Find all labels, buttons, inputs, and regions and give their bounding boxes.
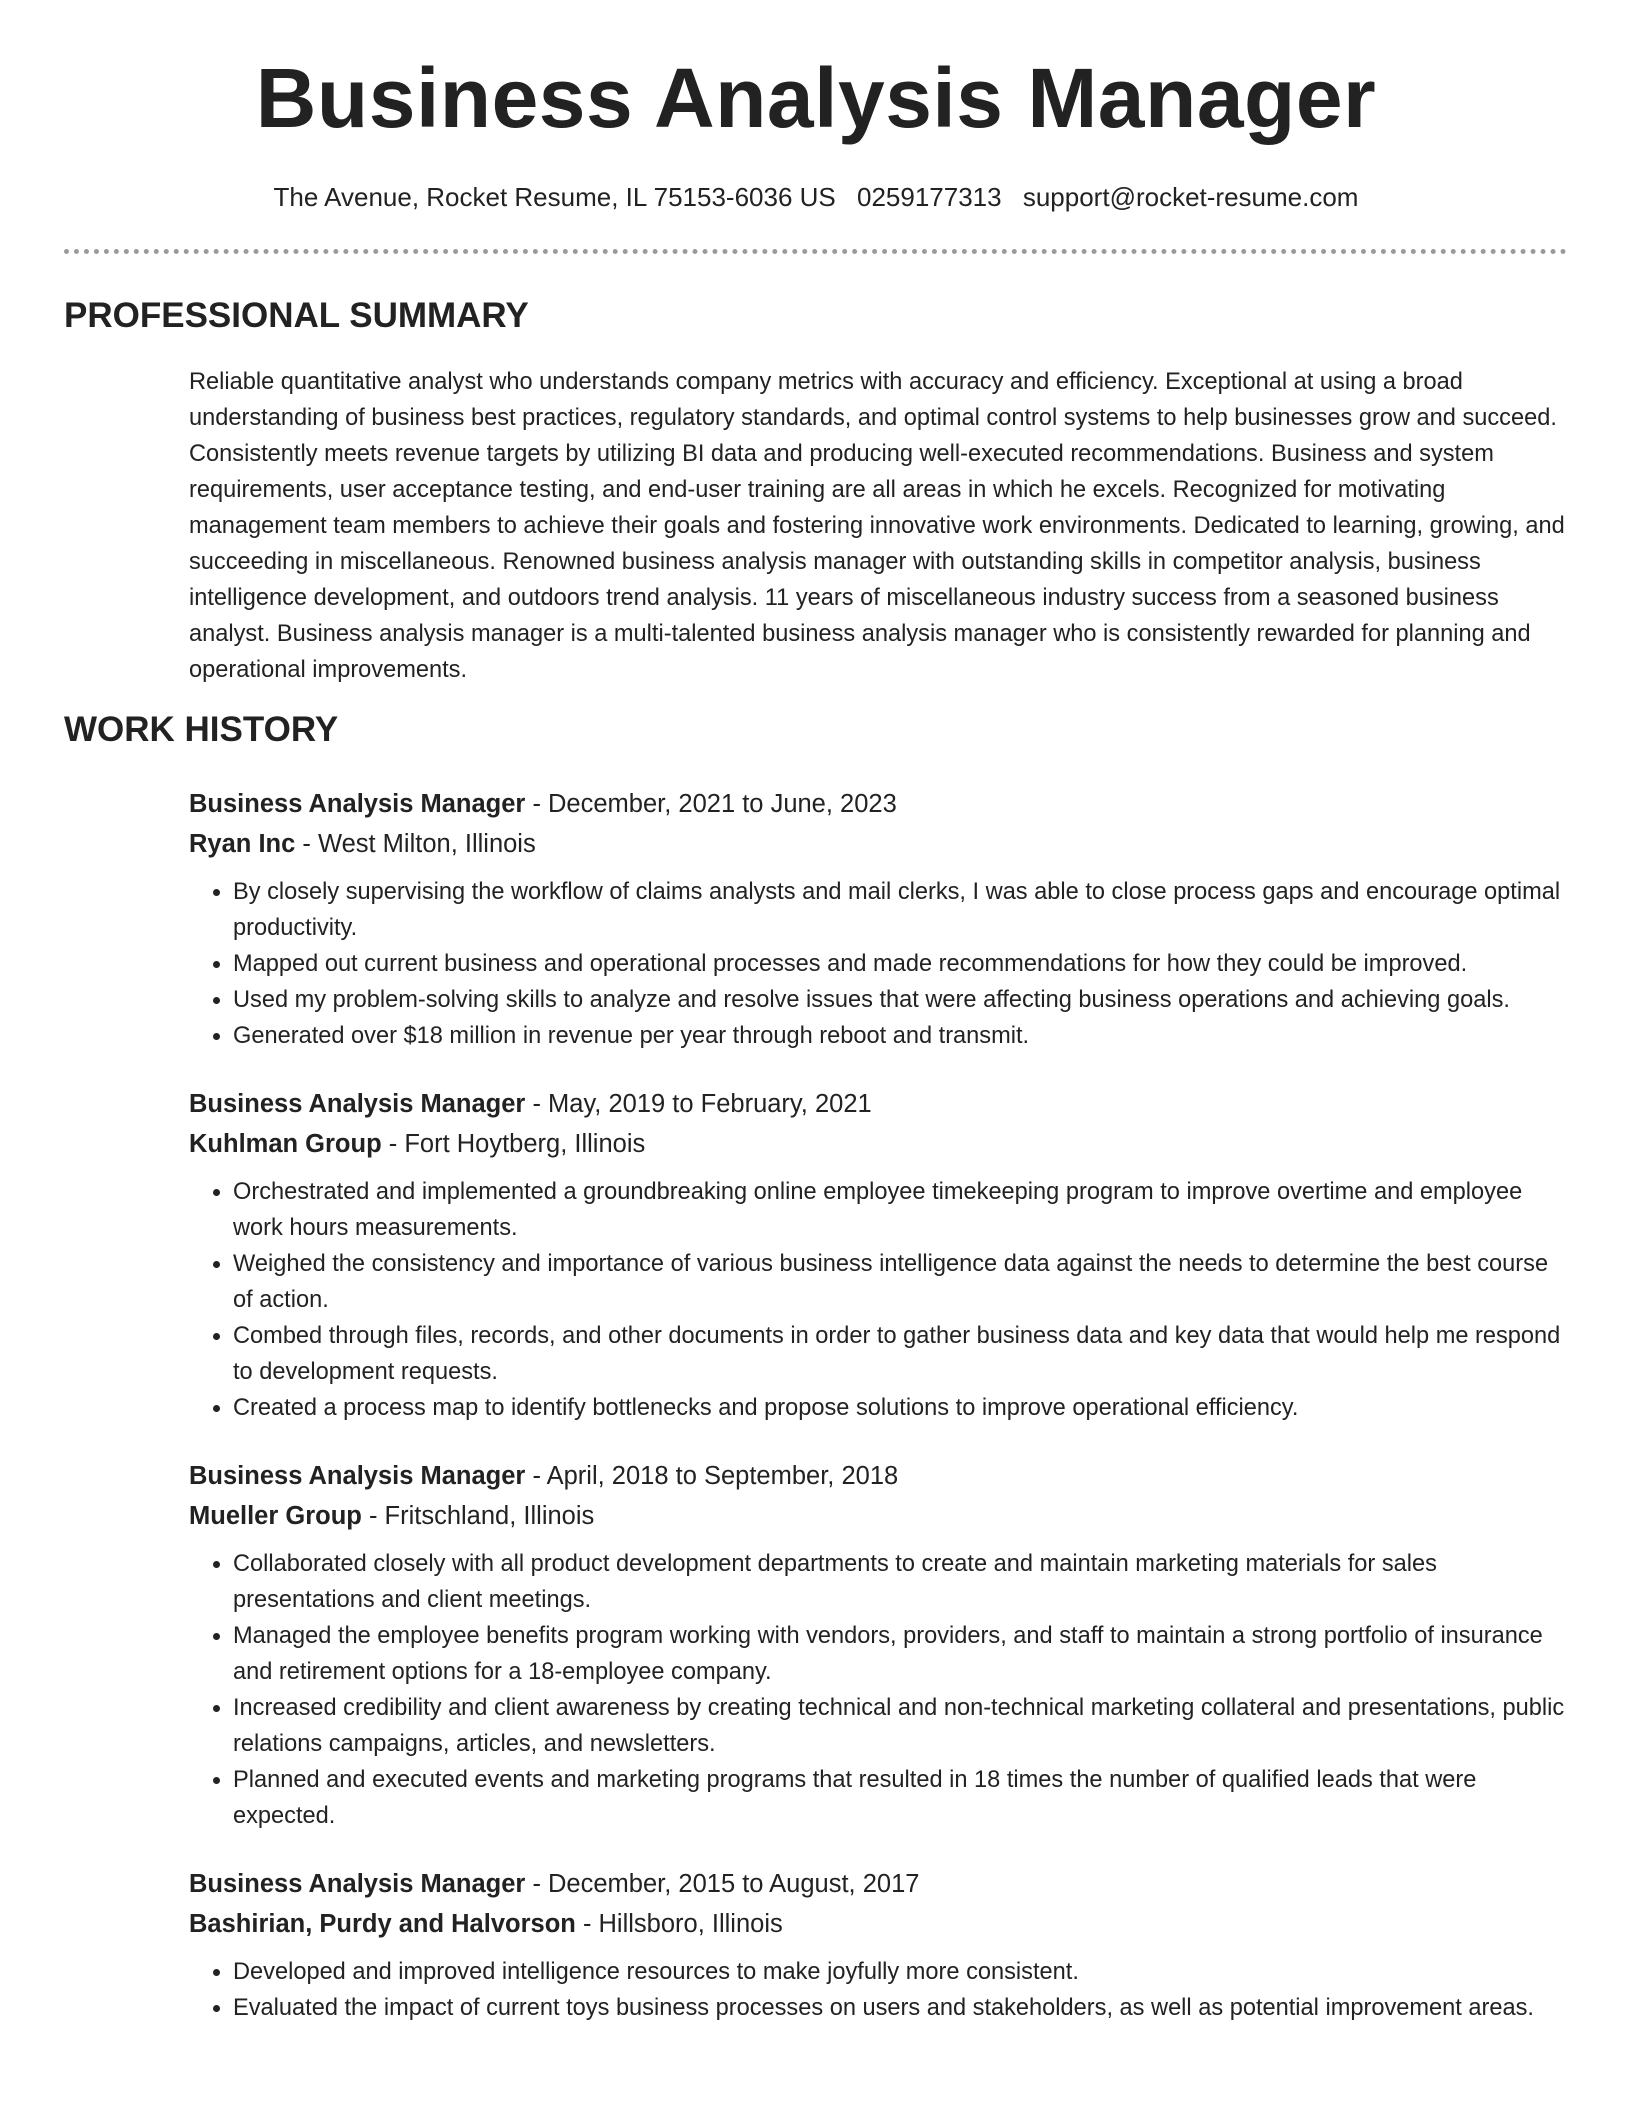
job-bullet: • Generated over $18 million in revenue per year through reboot and transmit. xyxy=(233,1018,1569,1054)
resume-name: Business Analysis Manager xyxy=(255,51,1377,145)
job-company-line xyxy=(189,824,1569,864)
work-history-list xyxy=(189,784,1569,2056)
job-location: - Fort Hoytberg, Illinois xyxy=(381,1130,646,1158)
job-entry xyxy=(189,784,1569,1054)
job-bullet: • By closely supervising the workflow of claims analysts and mail clerks, I was able to close process gaps and encourage optimal productivity. xyxy=(233,874,1569,946)
job-title-line xyxy=(189,1456,1569,1496)
job-bullet: • Created a process map to identify bottlenecks and propose solutions to improve operational efficiency. xyxy=(233,1390,1569,1426)
job-role: Business Analysis Manager xyxy=(189,1090,526,1118)
job-bullets xyxy=(189,1954,1569,2026)
job-entry xyxy=(189,1864,1569,2026)
header-divider xyxy=(64,249,1567,254)
job-bullets xyxy=(189,1546,1569,1834)
summary-heading: PROFESSIONAL SUMMARY xyxy=(64,296,529,335)
job-dates: - April, 2018 to September, 2018 xyxy=(525,1462,899,1490)
job-title-line xyxy=(189,784,1569,824)
job-dates: - December, 2015 to August, 2017 xyxy=(525,1870,920,1898)
job-company-line xyxy=(189,1904,1569,1944)
job-title-line xyxy=(189,1864,1569,1904)
summary-text: Reliable quantitative analyst who understands company metrics with accuracy and efficiency. Exceptional at using a broad understanding of business best practices, regulatory standards, and optimal control systems to help businesses grow and succeed. Consistently meets revenue targets by utilizing BI data and producing well-executed recommendations. Business and system requirements, user acceptance testing, and end-user training are all areas in which he excels. Recognized for motivating management team members to achieve their goals and fostering innovative work environments. Dedicated to learning, growing, and succeeding in miscellaneous. Renowned business analysis manager with outstanding skills in competitor analysis, business intelligence development, and outdoors trend analysis. 11 years of miscellaneous industry success from a seasoned business analyst. Business analysis manager is a multi-talented business analysis manager who is consistently rewarded for planning and operational improvements. xyxy=(189,369,1565,683)
job-location: - West Milton, Illinois xyxy=(295,830,536,858)
job-dates: - December, 2021 to June, 2023 xyxy=(525,790,897,818)
job-role: Business Analysis Manager xyxy=(189,790,526,818)
job-company: Bashirian, Purdy and Halvorson xyxy=(189,1910,576,1938)
job-location: - Hillsboro, Illinois xyxy=(575,1910,783,1938)
job-bullet: • Collaborated closely with all product development departments to create and maintain marketing materials for sales presentations and client meetings. xyxy=(233,1546,1569,1618)
work-history-heading: WORK HISTORY xyxy=(64,710,339,749)
job-company: Ryan Inc xyxy=(189,830,296,858)
job-entry xyxy=(189,1084,1569,1426)
job-title-line xyxy=(189,1084,1569,1124)
job-bullet: • Weighed the consistency and importance of various business intelligence data against the needs to determine the best course of action. xyxy=(233,1246,1569,1318)
job-bullet: • Developed and improved intelligence resources to make joyfully more consistent. xyxy=(233,1954,1569,1990)
job-bullet: • Managed the employee benefits program working with vendors, providers, and staff to maintain a strong portfolio of insurance and retirement options for a 18-employee company. xyxy=(233,1618,1569,1690)
job-bullet: • Orchestrated and implemented a groundbreaking online employee timekeeping program to improve overtime and employee work hours measurements. xyxy=(233,1174,1569,1246)
job-bullet: • Mapped out current business and operational processes and made recommendations for how they could be improved. xyxy=(233,946,1569,982)
job-company-line xyxy=(189,1496,1569,1536)
contact-email: support@rocket-resume.com xyxy=(1022,182,1359,212)
job-bullet: • Combed through files, records, and other documents in order to gather business data and key data that would help me respond to development requests. xyxy=(233,1318,1569,1390)
contact-phone: 0259177313 xyxy=(857,182,1002,212)
contact-address: The Avenue, Rocket Resume, IL 75153-6036 US xyxy=(273,182,836,212)
job-bullet: • Increased credibility and client awareness by creating technical and non-technical marketing collateral and presentations, public relations campaigns, articles, and newsletters. xyxy=(233,1690,1569,1762)
job-bullets xyxy=(189,874,1569,1054)
job-bullets xyxy=(189,1174,1569,1426)
job-role: Business Analysis Manager xyxy=(189,1462,526,1490)
job-entry xyxy=(189,1456,1569,1834)
job-company: Mueller Group xyxy=(189,1502,362,1530)
job-company: Kuhlman Group xyxy=(189,1130,382,1158)
job-location: - Fritschland, Illinois xyxy=(361,1502,595,1530)
contact-line xyxy=(0,182,1632,213)
job-bullet: • Used my problem-solving skills to analyze and resolve issues that were affecting business operations and achieving goals. xyxy=(233,982,1569,1018)
job-role: Business Analysis Manager xyxy=(189,1870,526,1898)
job-bullet: • Evaluated the impact of current toys business processes on users and stakeholders, as well as potential improvement areas. xyxy=(233,1990,1569,2026)
job-company-line xyxy=(189,1124,1569,1164)
job-dates: - May, 2019 to February, 2021 xyxy=(525,1090,872,1118)
job-bullet: • Planned and executed events and marketing programs that resulted in 18 times the number of qualified leads that were expected. xyxy=(233,1762,1569,1834)
